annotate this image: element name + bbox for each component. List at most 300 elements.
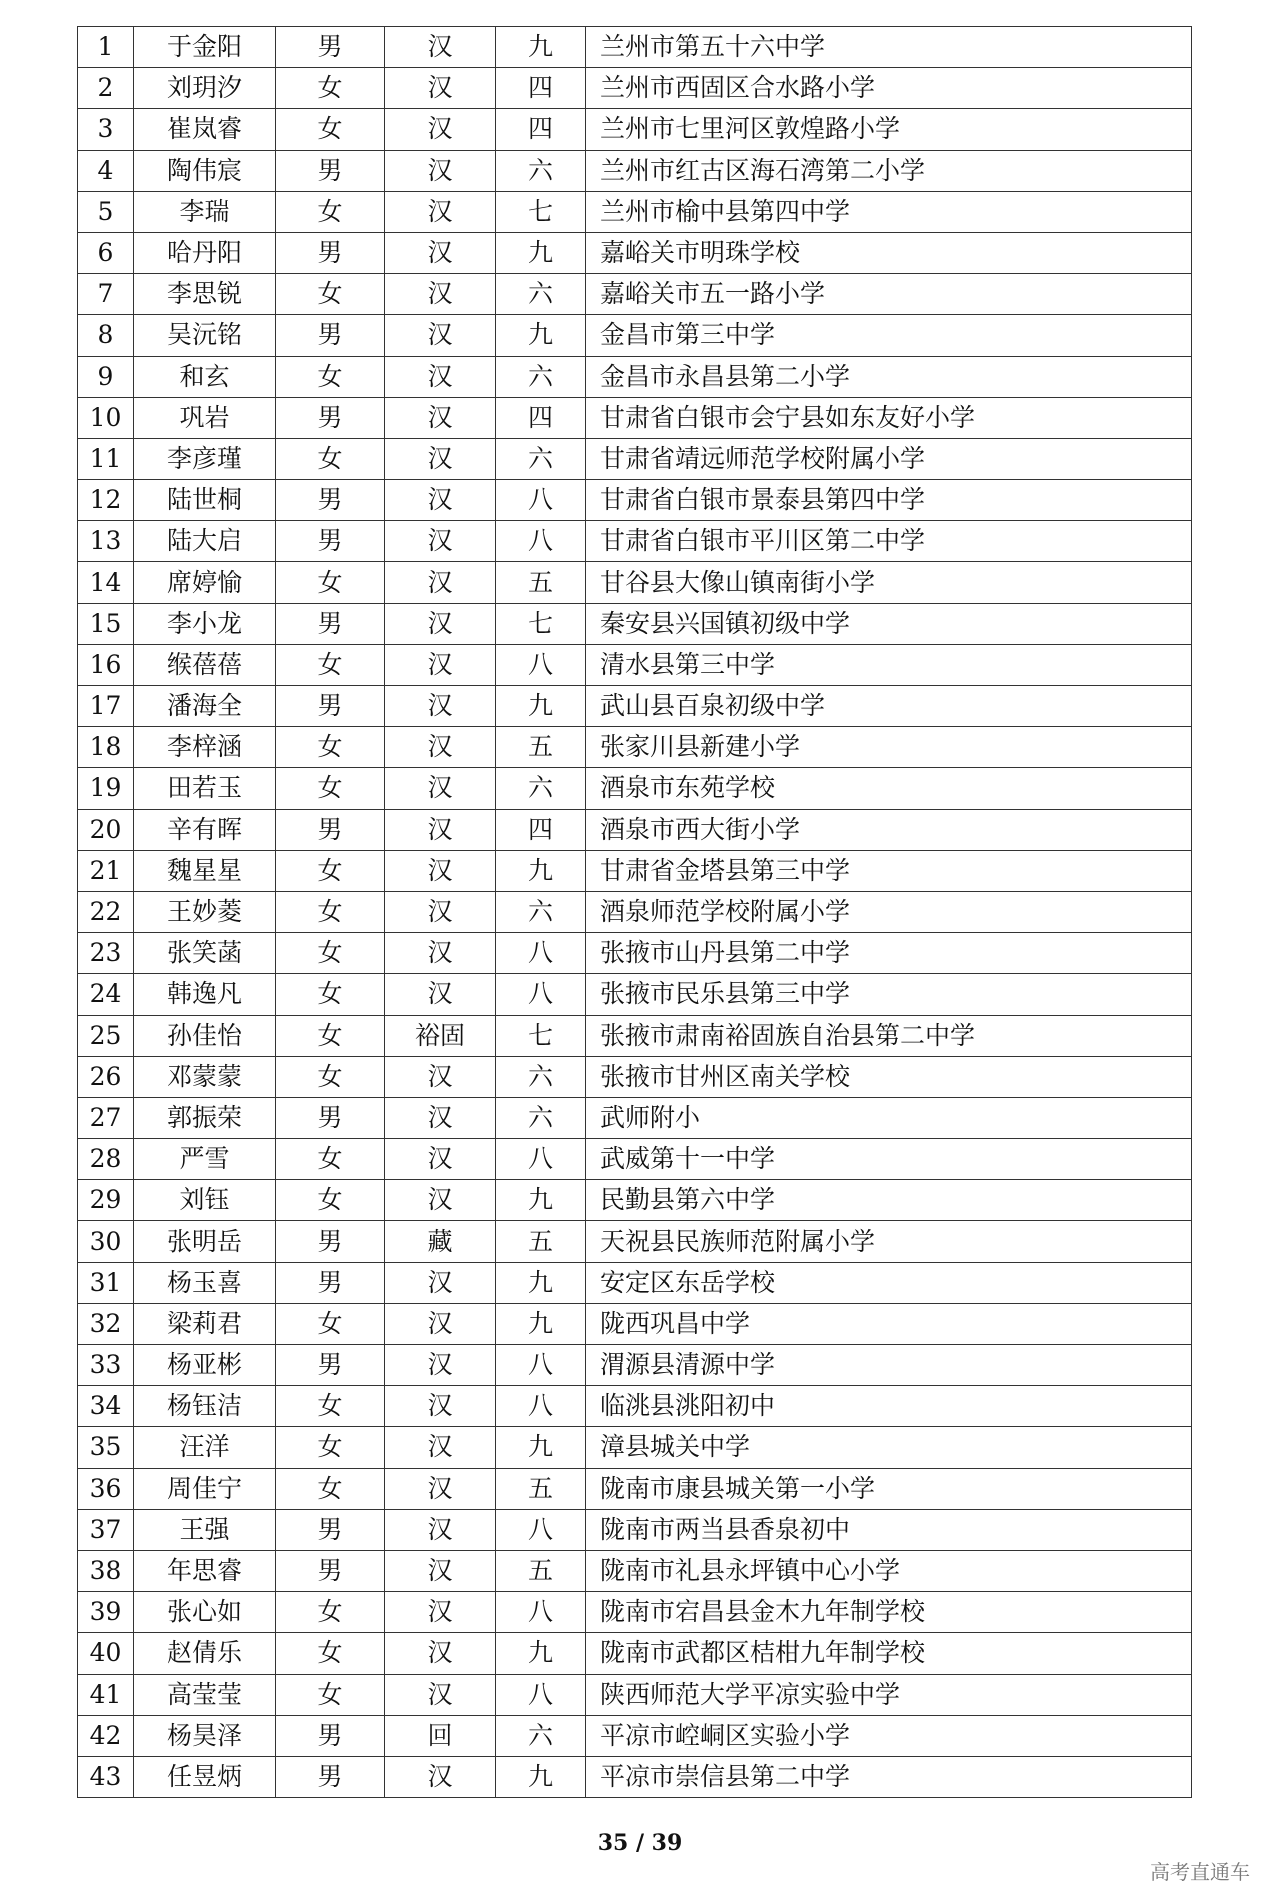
grade-cell: 七 xyxy=(496,191,586,232)
grade-cell: 八 xyxy=(496,644,586,685)
name-cell: 孙佳怡 xyxy=(134,1015,276,1056)
gender-cell: 男 xyxy=(276,809,385,850)
table-row xyxy=(78,1715,1192,1756)
grade-cell: 九 xyxy=(496,1756,586,1797)
name-cell: 魏星星 xyxy=(134,850,276,891)
grade-cell: 四 xyxy=(496,809,586,850)
gender-cell: 男 xyxy=(276,232,385,273)
table-row xyxy=(78,315,1192,356)
ethnicity-cell: 汉 xyxy=(385,274,496,315)
row-number-cell: 27 xyxy=(78,1097,134,1138)
row-number-cell: 20 xyxy=(78,809,134,850)
grade-cell: 六 xyxy=(496,274,586,315)
grade-cell: 九 xyxy=(496,1180,586,1221)
grade-cell: 八 xyxy=(496,1139,586,1180)
name-cell: 李小龙 xyxy=(134,603,276,644)
gender-cell: 女 xyxy=(276,191,385,232)
ethnicity-cell: 汉 xyxy=(385,933,496,974)
table-row xyxy=(78,1386,1192,1427)
ethnicity-cell: 回 xyxy=(385,1715,496,1756)
table-row xyxy=(78,1509,1192,1550)
gender-cell: 男 xyxy=(276,397,385,438)
row-number-cell: 34 xyxy=(78,1386,134,1427)
row-number-cell: 11 xyxy=(78,438,134,479)
school-cell: 张掖市民乐县第三中学 xyxy=(586,974,1192,1015)
grade-cell: 九 xyxy=(496,850,586,891)
ethnicity-cell: 汉 xyxy=(385,1592,496,1633)
name-cell: 刘钰 xyxy=(134,1180,276,1221)
table-row xyxy=(78,1221,1192,1262)
school-cell: 武师附小 xyxy=(586,1097,1192,1138)
gender-cell: 女 xyxy=(276,1427,385,1468)
ethnicity-cell: 汉 xyxy=(385,356,496,397)
school-cell: 兰州市红古区海石湾第二小学 xyxy=(586,150,1192,191)
gender-cell: 女 xyxy=(276,891,385,932)
ethnicity-cell: 汉 xyxy=(385,1509,496,1550)
row-number-cell: 36 xyxy=(78,1468,134,1509)
table-row xyxy=(78,933,1192,974)
name-cell: 高莹莹 xyxy=(134,1674,276,1715)
name-cell: 杨亚彬 xyxy=(134,1345,276,1386)
gender-cell: 女 xyxy=(276,68,385,109)
table-row xyxy=(78,521,1192,562)
row-number-cell: 40 xyxy=(78,1633,134,1674)
ethnicity-cell: 汉 xyxy=(385,232,496,273)
name-cell: 田若玉 xyxy=(134,768,276,809)
row-number-cell: 39 xyxy=(78,1592,134,1633)
ethnicity-cell: 汉 xyxy=(385,109,496,150)
row-number-cell: 28 xyxy=(78,1139,134,1180)
table-row xyxy=(78,356,1192,397)
grade-cell: 六 xyxy=(496,356,586,397)
ethnicity-cell: 汉 xyxy=(385,644,496,685)
gender-cell: 女 xyxy=(276,109,385,150)
name-cell: 潘海全 xyxy=(134,686,276,727)
school-cell: 兰州市西固区合水路小学 xyxy=(586,68,1192,109)
school-cell: 陇南市宕昌县金木九年制学校 xyxy=(586,1592,1192,1633)
ethnicity-cell: 汉 xyxy=(385,1056,496,1097)
name-cell: 于金阳 xyxy=(134,27,276,68)
gender-cell: 男 xyxy=(276,1345,385,1386)
ethnicity-cell: 汉 xyxy=(385,1097,496,1138)
school-cell: 甘肃省金塔县第三中学 xyxy=(586,850,1192,891)
school-cell: 甘肃省靖远师范学校附属小学 xyxy=(586,438,1192,479)
table-row xyxy=(78,562,1192,603)
row-number-cell: 2 xyxy=(78,68,134,109)
row-number-cell: 4 xyxy=(78,150,134,191)
grade-cell: 九 xyxy=(496,686,586,727)
table-row xyxy=(78,1592,1192,1633)
row-number-cell: 29 xyxy=(78,1180,134,1221)
grade-cell: 六 xyxy=(496,1715,586,1756)
row-number-cell: 6 xyxy=(78,232,134,273)
ethnicity-cell: 汉 xyxy=(385,1633,496,1674)
grade-cell: 六 xyxy=(496,150,586,191)
grade-cell: 六 xyxy=(496,438,586,479)
row-number-cell: 17 xyxy=(78,686,134,727)
name-cell: 刘玥汐 xyxy=(134,68,276,109)
ethnicity-cell: 汉 xyxy=(385,603,496,644)
row-number-cell: 41 xyxy=(78,1674,134,1715)
table-row xyxy=(78,1345,1192,1386)
gender-cell: 男 xyxy=(276,521,385,562)
school-cell: 清水县第三中学 xyxy=(586,644,1192,685)
gender-cell: 女 xyxy=(276,1674,385,1715)
ethnicity-cell: 汉 xyxy=(385,686,496,727)
table-body xyxy=(78,27,1192,1798)
table-row xyxy=(78,1674,1192,1715)
gender-cell: 女 xyxy=(276,727,385,768)
row-number-cell: 8 xyxy=(78,315,134,356)
name-cell: 韩逸凡 xyxy=(134,974,276,1015)
row-number-cell: 14 xyxy=(78,562,134,603)
gender-cell: 女 xyxy=(276,274,385,315)
grade-cell: 六 xyxy=(496,768,586,809)
school-cell: 嘉峪关市明珠学校 xyxy=(586,232,1192,273)
gender-cell: 女 xyxy=(276,768,385,809)
gender-cell: 男 xyxy=(276,1550,385,1591)
gender-cell: 男 xyxy=(276,1097,385,1138)
school-cell: 临洮县洮阳初中 xyxy=(586,1386,1192,1427)
student-list-table xyxy=(77,26,1192,1798)
table-row xyxy=(78,480,1192,521)
gender-cell: 女 xyxy=(276,1303,385,1344)
grade-cell: 五 xyxy=(496,1550,586,1591)
grade-cell: 九 xyxy=(496,315,586,356)
table-row xyxy=(78,1139,1192,1180)
gender-cell: 男 xyxy=(276,315,385,356)
grade-cell: 九 xyxy=(496,232,586,273)
grade-cell: 七 xyxy=(496,1015,586,1056)
table-row xyxy=(78,1468,1192,1509)
ethnicity-cell: 汉 xyxy=(385,1262,496,1303)
gender-cell: 女 xyxy=(276,562,385,603)
row-number-cell: 7 xyxy=(78,274,134,315)
name-cell: 周佳宁 xyxy=(134,1468,276,1509)
row-number-cell: 24 xyxy=(78,974,134,1015)
gender-cell: 女 xyxy=(276,356,385,397)
ethnicity-cell: 汉 xyxy=(385,1303,496,1344)
row-number-cell: 22 xyxy=(78,891,134,932)
school-cell: 兰州市榆中县第四中学 xyxy=(586,191,1192,232)
ethnicity-cell: 汉 xyxy=(385,438,496,479)
row-number-cell: 10 xyxy=(78,397,134,438)
grade-cell: 八 xyxy=(496,1674,586,1715)
gender-cell: 女 xyxy=(276,1386,385,1427)
grade-cell: 九 xyxy=(496,1262,586,1303)
school-cell: 甘肃省白银市会宁县如东友好小学 xyxy=(586,397,1192,438)
name-cell: 和玄 xyxy=(134,356,276,397)
ethnicity-cell: 汉 xyxy=(385,68,496,109)
table-row xyxy=(78,274,1192,315)
gender-cell: 男 xyxy=(276,1262,385,1303)
gender-cell: 男 xyxy=(276,1221,385,1262)
name-cell: 严雪 xyxy=(134,1139,276,1180)
row-number-cell: 43 xyxy=(78,1756,134,1797)
gender-cell: 男 xyxy=(276,480,385,521)
name-cell: 陆世桐 xyxy=(134,480,276,521)
table-row xyxy=(78,1015,1192,1056)
gender-cell: 女 xyxy=(276,1139,385,1180)
table-row xyxy=(78,397,1192,438)
ethnicity-cell: 汉 xyxy=(385,768,496,809)
name-cell: 缑蓓蓓 xyxy=(134,644,276,685)
ethnicity-cell: 汉 xyxy=(385,727,496,768)
row-number-cell: 25 xyxy=(78,1015,134,1056)
grade-cell: 八 xyxy=(496,1345,586,1386)
table-row xyxy=(78,1550,1192,1591)
gender-cell: 女 xyxy=(276,974,385,1015)
table-row xyxy=(78,191,1192,232)
name-cell: 杨玉喜 xyxy=(134,1262,276,1303)
school-cell: 渭源县清源中学 xyxy=(586,1345,1192,1386)
gender-cell: 女 xyxy=(276,933,385,974)
grade-cell: 八 xyxy=(496,480,586,521)
school-cell: 陕西师范大学平凉实验中学 xyxy=(586,1674,1192,1715)
table-row xyxy=(78,150,1192,191)
school-cell: 漳县城关中学 xyxy=(586,1427,1192,1468)
ethnicity-cell: 汉 xyxy=(385,891,496,932)
grade-cell: 六 xyxy=(496,891,586,932)
name-cell: 任昱炳 xyxy=(134,1756,276,1797)
student-list-table-container xyxy=(77,26,1191,1798)
ethnicity-cell: 裕固 xyxy=(385,1015,496,1056)
school-cell: 秦安县兴国镇初级中学 xyxy=(586,603,1192,644)
grade-cell: 九 xyxy=(496,1427,586,1468)
grade-cell: 五 xyxy=(496,727,586,768)
name-cell: 陆大启 xyxy=(134,521,276,562)
ethnicity-cell: 汉 xyxy=(385,191,496,232)
name-cell: 陶伟宸 xyxy=(134,150,276,191)
table-row xyxy=(78,68,1192,109)
ethnicity-cell: 汉 xyxy=(385,1756,496,1797)
gender-cell: 男 xyxy=(276,1715,385,1756)
row-number-cell: 15 xyxy=(78,603,134,644)
grade-cell: 六 xyxy=(496,1056,586,1097)
name-cell: 李彦瑾 xyxy=(134,438,276,479)
ethnicity-cell: 汉 xyxy=(385,1468,496,1509)
name-cell: 辛有晖 xyxy=(134,809,276,850)
gender-cell: 女 xyxy=(276,438,385,479)
table-row xyxy=(78,1097,1192,1138)
school-cell: 陇南市康县城关第一小学 xyxy=(586,1468,1192,1509)
school-cell: 武威第十一中学 xyxy=(586,1139,1192,1180)
grade-cell: 八 xyxy=(496,933,586,974)
school-cell: 张掖市山丹县第二中学 xyxy=(586,933,1192,974)
row-number-cell: 31 xyxy=(78,1262,134,1303)
school-cell: 兰州市第五十六中学 xyxy=(586,27,1192,68)
school-cell: 平凉市崆峒区实验小学 xyxy=(586,1715,1192,1756)
grade-cell: 五 xyxy=(496,562,586,603)
table-row xyxy=(78,1303,1192,1344)
gender-cell: 男 xyxy=(276,1509,385,1550)
gender-cell: 女 xyxy=(276,1633,385,1674)
name-cell: 年思睿 xyxy=(134,1550,276,1591)
school-cell: 酒泉市东苑学校 xyxy=(586,768,1192,809)
name-cell: 李瑞 xyxy=(134,191,276,232)
name-cell: 赵倩乐 xyxy=(134,1633,276,1674)
school-cell: 安定区东岳学校 xyxy=(586,1262,1192,1303)
school-cell: 张掖市甘州区南关学校 xyxy=(586,1056,1192,1097)
name-cell: 哈丹阳 xyxy=(134,232,276,273)
name-cell: 席婷愉 xyxy=(134,562,276,603)
ethnicity-cell: 藏 xyxy=(385,1221,496,1262)
school-cell: 平凉市崇信县第二中学 xyxy=(586,1756,1192,1797)
school-cell: 张掖市肃南裕固族自治县第二中学 xyxy=(586,1015,1192,1056)
name-cell: 张明岳 xyxy=(134,1221,276,1262)
ethnicity-cell: 汉 xyxy=(385,1674,496,1715)
table-row xyxy=(78,1633,1192,1674)
table-row xyxy=(78,891,1192,932)
school-cell: 天祝县民族师范附属小学 xyxy=(586,1221,1192,1262)
table-row xyxy=(78,809,1192,850)
gender-cell: 女 xyxy=(276,1015,385,1056)
grade-cell: 八 xyxy=(496,1592,586,1633)
watermark: 高考直通车 xyxy=(1150,1860,1250,1884)
table-row xyxy=(78,1180,1192,1221)
row-number-cell: 21 xyxy=(78,850,134,891)
name-cell: 梁莉君 xyxy=(134,1303,276,1344)
ethnicity-cell: 汉 xyxy=(385,850,496,891)
table-row xyxy=(78,686,1192,727)
school-cell: 甘肃省白银市景泰县第四中学 xyxy=(586,480,1192,521)
ethnicity-cell: 汉 xyxy=(385,1180,496,1221)
table-row xyxy=(78,850,1192,891)
row-number-cell: 13 xyxy=(78,521,134,562)
school-cell: 陇南市武都区桔柑九年制学校 xyxy=(586,1633,1192,1674)
school-cell: 兰州市七里河区敦煌路小学 xyxy=(586,109,1192,150)
page-number: 35 / 39 xyxy=(597,1830,683,1856)
row-number-cell: 35 xyxy=(78,1427,134,1468)
row-number-cell: 3 xyxy=(78,109,134,150)
school-cell: 民勤县第六中学 xyxy=(586,1180,1192,1221)
gender-cell: 女 xyxy=(276,644,385,685)
school-cell: 金昌市第三中学 xyxy=(586,315,1192,356)
gender-cell: 男 xyxy=(276,686,385,727)
row-number-cell: 18 xyxy=(78,727,134,768)
table-row xyxy=(78,974,1192,1015)
table-row xyxy=(78,438,1192,479)
table-row xyxy=(78,232,1192,273)
gender-cell: 女 xyxy=(276,1468,385,1509)
grade-cell: 八 xyxy=(496,1509,586,1550)
grade-cell: 九 xyxy=(496,27,586,68)
ethnicity-cell: 汉 xyxy=(385,1139,496,1180)
ethnicity-cell: 汉 xyxy=(385,397,496,438)
table-row xyxy=(78,109,1192,150)
name-cell: 杨钰洁 xyxy=(134,1386,276,1427)
school-cell: 嘉峪关市五一路小学 xyxy=(586,274,1192,315)
ethnicity-cell: 汉 xyxy=(385,809,496,850)
name-cell: 王强 xyxy=(134,1509,276,1550)
row-number-cell: 12 xyxy=(78,480,134,521)
grade-cell: 四 xyxy=(496,397,586,438)
gender-cell: 男 xyxy=(276,27,385,68)
grade-cell: 五 xyxy=(496,1221,586,1262)
gender-cell: 女 xyxy=(276,1592,385,1633)
ethnicity-cell: 汉 xyxy=(385,974,496,1015)
row-number-cell: 37 xyxy=(78,1509,134,1550)
name-cell: 崔岚睿 xyxy=(134,109,276,150)
grade-cell: 四 xyxy=(496,68,586,109)
gender-cell: 男 xyxy=(276,150,385,191)
grade-cell: 五 xyxy=(496,1468,586,1509)
row-number-cell: 26 xyxy=(78,1056,134,1097)
table-row xyxy=(78,603,1192,644)
row-number-cell: 32 xyxy=(78,1303,134,1344)
grade-cell: 八 xyxy=(496,521,586,562)
name-cell: 汪洋 xyxy=(134,1427,276,1468)
name-cell: 李思锐 xyxy=(134,274,276,315)
name-cell: 杨昊泽 xyxy=(134,1715,276,1756)
gender-cell: 女 xyxy=(276,1056,385,1097)
ethnicity-cell: 汉 xyxy=(385,315,496,356)
school-cell: 武山县百泉初级中学 xyxy=(586,686,1192,727)
table-row xyxy=(78,1262,1192,1303)
table-row xyxy=(78,27,1192,68)
ethnicity-cell: 汉 xyxy=(385,1427,496,1468)
row-number-cell: 38 xyxy=(78,1550,134,1591)
name-cell: 郭振荣 xyxy=(134,1097,276,1138)
ethnicity-cell: 汉 xyxy=(385,480,496,521)
grade-cell: 六 xyxy=(496,1097,586,1138)
table-row xyxy=(78,768,1192,809)
school-cell: 陇南市礼县永坪镇中心小学 xyxy=(586,1550,1192,1591)
row-number-cell: 1 xyxy=(78,27,134,68)
ethnicity-cell: 汉 xyxy=(385,1550,496,1591)
row-number-cell: 30 xyxy=(78,1221,134,1262)
row-number-cell: 5 xyxy=(78,191,134,232)
table-row xyxy=(78,727,1192,768)
ethnicity-cell: 汉 xyxy=(385,1386,496,1427)
gender-cell: 女 xyxy=(276,1180,385,1221)
school-cell: 金昌市永昌县第二小学 xyxy=(586,356,1192,397)
school-cell: 甘肃省白银市平川区第二中学 xyxy=(586,521,1192,562)
grade-cell: 九 xyxy=(496,1303,586,1344)
table-row xyxy=(78,1427,1192,1468)
name-cell: 吴沅铭 xyxy=(134,315,276,356)
school-cell: 陇南市两当县香泉初中 xyxy=(586,1509,1192,1550)
grade-cell: 四 xyxy=(496,109,586,150)
name-cell: 邓蒙蒙 xyxy=(134,1056,276,1097)
ethnicity-cell: 汉 xyxy=(385,27,496,68)
row-number-cell: 19 xyxy=(78,768,134,809)
table-row xyxy=(78,1756,1192,1797)
grade-cell: 九 xyxy=(496,1633,586,1674)
ethnicity-cell: 汉 xyxy=(385,1345,496,1386)
gender-cell: 女 xyxy=(276,850,385,891)
row-number-cell: 42 xyxy=(78,1715,134,1756)
school-cell: 酒泉市西大街小学 xyxy=(586,809,1192,850)
gender-cell: 男 xyxy=(276,1756,385,1797)
school-cell: 陇西巩昌中学 xyxy=(586,1303,1192,1344)
row-number-cell: 16 xyxy=(78,644,134,685)
name-cell: 张心如 xyxy=(134,1592,276,1633)
ethnicity-cell: 汉 xyxy=(385,562,496,603)
school-cell: 酒泉师范学校附属小学 xyxy=(586,891,1192,932)
table-row xyxy=(78,644,1192,685)
row-number-cell: 23 xyxy=(78,933,134,974)
ethnicity-cell: 汉 xyxy=(385,521,496,562)
name-cell: 李梓涵 xyxy=(134,727,276,768)
grade-cell: 八 xyxy=(496,1386,586,1427)
name-cell: 王妙菱 xyxy=(134,891,276,932)
school-cell: 张家川县新建小学 xyxy=(586,727,1192,768)
grade-cell: 七 xyxy=(496,603,586,644)
row-number-cell: 33 xyxy=(78,1345,134,1386)
name-cell: 巩岩 xyxy=(134,397,276,438)
table-row xyxy=(78,1056,1192,1097)
